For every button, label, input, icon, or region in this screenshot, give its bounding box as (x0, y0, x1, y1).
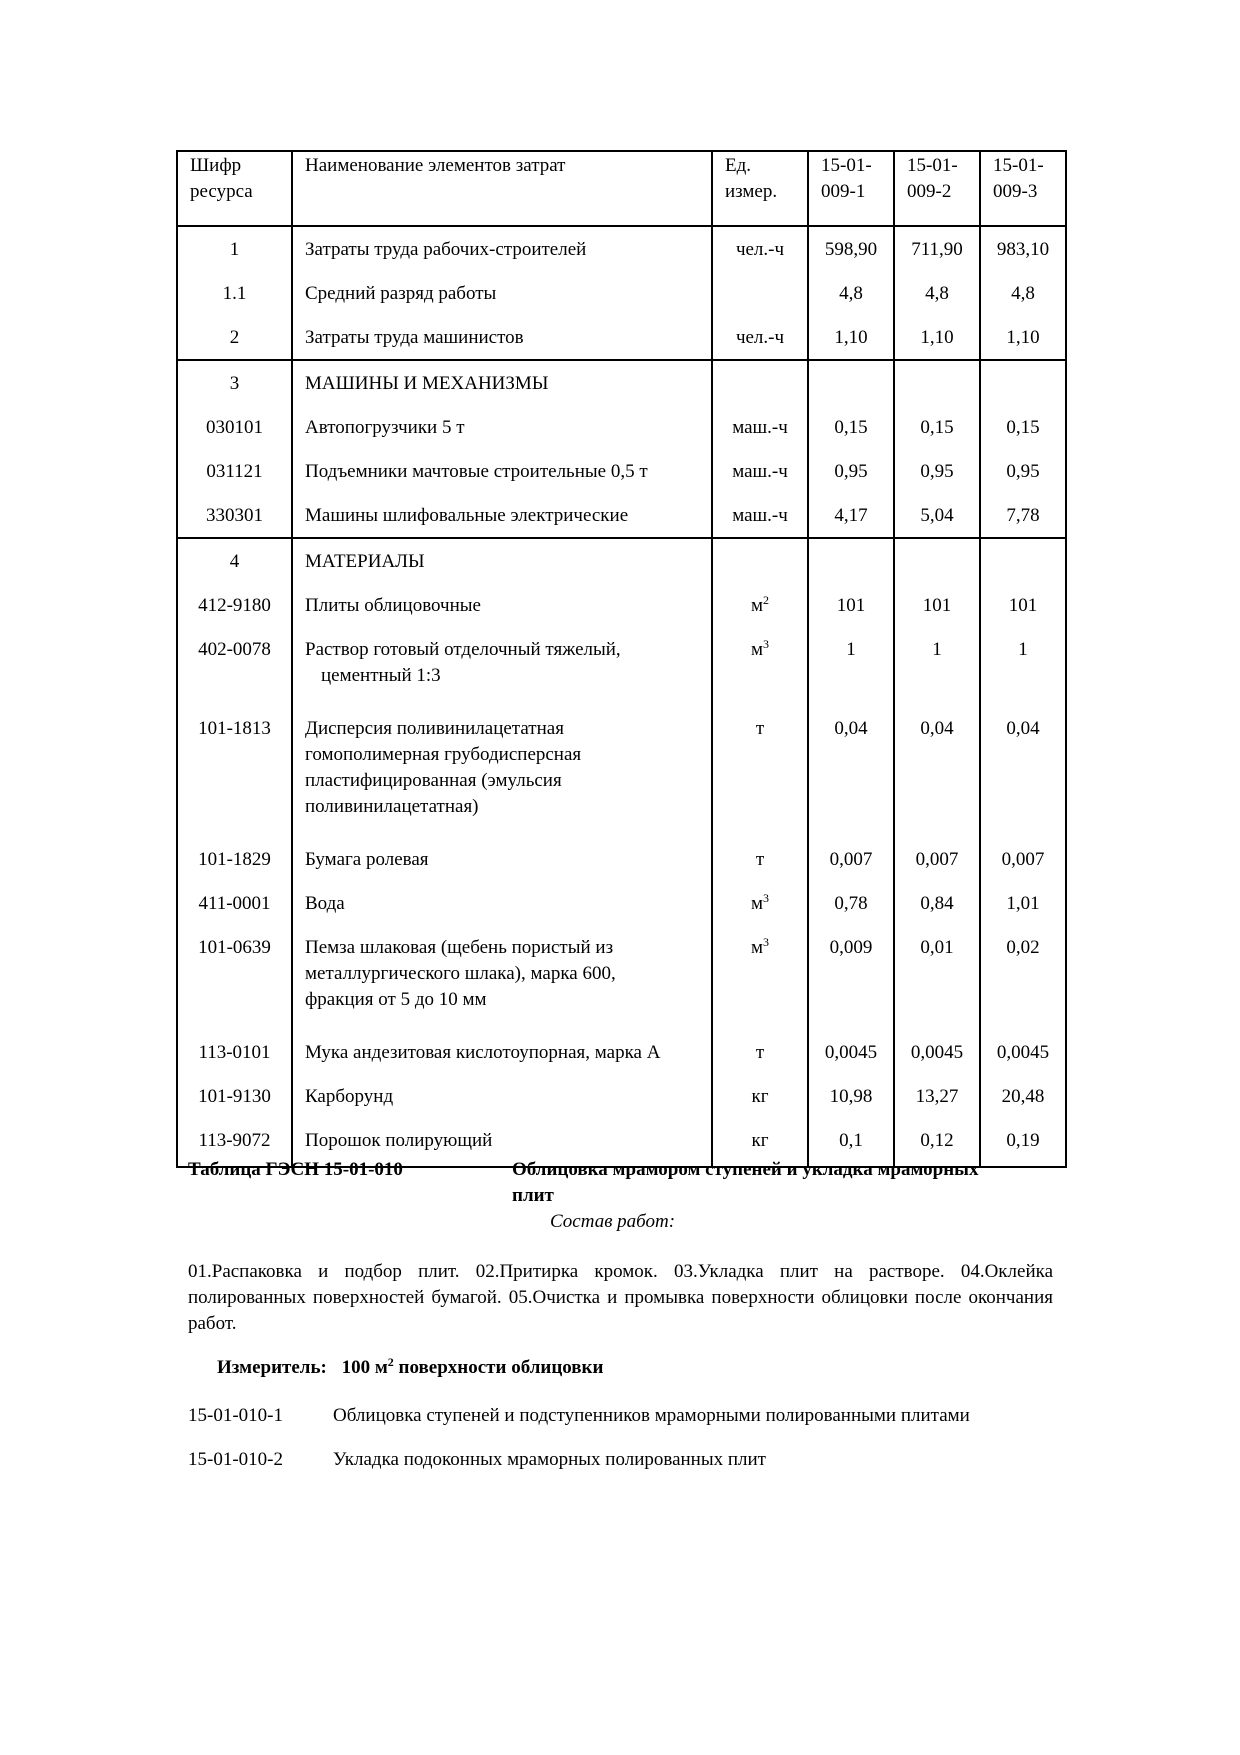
row-name: Автопогрузчики 5 т (292, 405, 712, 449)
row-value-1: 0,009 (808, 925, 894, 1030)
row-code: 101-1813 (177, 706, 292, 837)
row-name: МАШИНЫ И МЕХАНИЗМЫ (292, 360, 712, 405)
row-value-3: 0,15 (980, 405, 1066, 449)
row-value-1: 0,0045 (808, 1030, 894, 1074)
row-name: Плиты облицовочные (292, 583, 712, 627)
row-name: Порошок полирующий (292, 1118, 712, 1167)
row-code: 113-0101 (177, 1030, 292, 1074)
row-unit: маш.-ч (712, 405, 808, 449)
row-value-2: 0,15 (894, 405, 980, 449)
row-unit: т (712, 837, 808, 881)
row-code: 101-0639 (177, 925, 292, 1030)
norm-text: Укладка подоконных мраморных полированных плит (333, 1449, 766, 1470)
row-value-2: 5,04 (894, 493, 980, 538)
header-resource-code: Шифр ресурса (177, 151, 292, 226)
row-value-1: 0,007 (808, 837, 894, 881)
table-row (177, 315, 1066, 360)
row-value-2: 13,27 (894, 1074, 980, 1118)
row-unit: кг (712, 1074, 808, 1118)
header-cost-elements: Наименование элементов затрат (292, 151, 712, 226)
row-unit: маш.-ч (712, 493, 808, 538)
row-value-3: 0,02 (980, 925, 1066, 1030)
table-row (177, 405, 1066, 449)
row-value-1: 1 (808, 627, 894, 706)
row-name: Раствор готовый отделочный тяжелый, цементный 1:3 (292, 627, 712, 706)
row-name: Мука андезитовая кислотоупорная, марка А (292, 1030, 712, 1074)
row-value-1 (808, 538, 894, 583)
row-value-2: 0,95 (894, 449, 980, 493)
row-code: 4 (177, 538, 292, 583)
row-code: 402-0078 (177, 627, 292, 706)
row-value-3 (980, 360, 1066, 405)
row-value-1: 4,17 (808, 493, 894, 538)
row-code: 101-9130 (177, 1074, 292, 1118)
norm-code: 15-01-010-1 (188, 1405, 283, 1426)
row-name: Машины шлифовальные электрические (292, 493, 712, 538)
row-value-3 (980, 538, 1066, 583)
row-unit: $м^2$ (712, 583, 808, 627)
header-norm-2: 15-01- 009-2 (894, 151, 980, 226)
row-name: МАТЕРИАЛЫ (292, 538, 712, 583)
header-norm-3: 15-01- 009-3 (980, 151, 1066, 226)
composition-label: Состав работ: (550, 1211, 676, 1232)
row-value-3: 983,10 (980, 226, 1066, 271)
row-code: 1.1 (177, 271, 292, 315)
meter-label: Измеритель: (217, 1357, 327, 1378)
row-value-1: 0,78 (808, 881, 894, 925)
table-row (177, 449, 1066, 493)
row-value-1: 0,15 (808, 405, 894, 449)
row-value-3: 0,0045 (980, 1030, 1066, 1074)
resource-table (176, 150, 1067, 1168)
row-value-1: 10,98 (808, 1074, 894, 1118)
row-name: Бумага ролевая (292, 837, 712, 881)
row-value-3: 0,19 (980, 1118, 1066, 1167)
row-value-1: 598,90 (808, 226, 894, 271)
table-row (177, 1074, 1066, 1118)
row-unit: т (712, 1030, 808, 1074)
row-value-2: 4,8 (894, 271, 980, 315)
row-value-1: 4,8 (808, 271, 894, 315)
row-unit: $м^3$ (712, 925, 808, 1030)
row-code: 031121 (177, 449, 292, 493)
row-value-3: 1,01 (980, 881, 1066, 925)
row-value-3: 0,04 (980, 706, 1066, 837)
row-value-1: 0,95 (808, 449, 894, 493)
table-row (177, 881, 1066, 925)
row-unit (712, 538, 808, 583)
header-norm-1: 15-01- 009-1 (808, 151, 894, 226)
row-unit: $м^3$ (712, 627, 808, 706)
row-value-2: 1,10 (894, 315, 980, 360)
row-code: 412-9180 (177, 583, 292, 627)
header-unit: Ед. измер. (712, 151, 808, 226)
row-code: 1 (177, 226, 292, 271)
row-value-1 (808, 360, 894, 405)
row-unit (712, 360, 808, 405)
row-value-2: 0,01 (894, 925, 980, 1030)
row-name: Вода (292, 881, 712, 925)
row-name: Карборунд (292, 1074, 712, 1118)
row-value-3: 101 (980, 583, 1066, 627)
row-code: 330301 (177, 493, 292, 538)
row-value-1: 1,10 (808, 315, 894, 360)
table-row (177, 226, 1066, 271)
row-unit: кг (712, 1118, 808, 1167)
table-group-row-machines (177, 360, 1066, 405)
table-caption: Таблица ГЭСН 15-01-010 (188, 1159, 403, 1180)
row-name: Затраты труда машинистов (292, 315, 712, 360)
row-name: Затраты труда рабочих-строителей (292, 226, 712, 271)
table-group-row-materials (177, 538, 1066, 583)
row-value-2: 101 (894, 583, 980, 627)
row-value-3: 0,007 (980, 837, 1066, 881)
row-value-2: 0,0045 (894, 1030, 980, 1074)
row-value-2: 0,84 (894, 881, 980, 925)
row-name: Пемза шлаковая (щебень пористый из металлургического шлака), марка 600, фракция от 5 до 10 мм (292, 925, 712, 1030)
row-unit: $м^3$ (712, 881, 808, 925)
row-value-3: 0,95 (980, 449, 1066, 493)
table-row (177, 1030, 1066, 1074)
row-code: 113-9072 (177, 1118, 292, 1167)
row-code: 2 (177, 315, 292, 360)
row-name: Средний разряд работы (292, 271, 712, 315)
measurement-unit (217, 1355, 603, 1381)
meter-value: 100 $м^2$ поверхности облицовки (341, 1355, 604, 1378)
row-value-2: 0,04 (894, 706, 980, 837)
row-value-1: 0,1 (808, 1118, 894, 1167)
row-value-3: 20,48 (980, 1074, 1066, 1118)
row-value-3: 1,10 (980, 315, 1066, 360)
row-unit: чел.-ч (712, 315, 808, 360)
works-description: 01.Распаковка и подбор плит. 02.Притирка кромок. 03.Укладка плит на растворе. 04.Оклейка полированных поверхностей бумагой. 05.Очистка и промывка поверхности облицовки после окончания работ. (188, 1261, 1053, 1334)
row-value-2: 1 (894, 627, 980, 706)
row-value-3: 4,8 (980, 271, 1066, 315)
norm-item (188, 1447, 1068, 1473)
table-row (177, 583, 1066, 627)
table-row (177, 493, 1066, 538)
row-unit (712, 271, 808, 315)
row-value-2: 0,007 (894, 837, 980, 881)
table-row (177, 837, 1066, 881)
table-row (177, 271, 1066, 315)
row-name: Дисперсия поливинилацетатная гомополимерная грубодисперсная пластифицированная (эмульсия поливинилацетатная) (292, 706, 712, 837)
row-unit: маш.-ч (712, 449, 808, 493)
row-value-2 (894, 538, 980, 583)
row-value-3: 1 (980, 627, 1066, 706)
table-row (177, 706, 1066, 837)
row-code: 030101 (177, 405, 292, 449)
row-unit: т (712, 706, 808, 837)
row-value-1: 101 (808, 583, 894, 627)
row-value-2 (894, 360, 980, 405)
row-value-2: 0,12 (894, 1118, 980, 1167)
row-value-2: 711,90 (894, 226, 980, 271)
norm-code: 15-01-010-2 (188, 1449, 283, 1470)
row-value-1: 0,04 (808, 706, 894, 837)
table-row (177, 627, 1066, 706)
row-code: 411-0001 (177, 881, 292, 925)
section-heading: Облицовка мрамором ступеней и укладка мраморных плит (512, 1159, 979, 1206)
row-unit: чел.-ч (712, 226, 808, 271)
row-name: Подъемники мачтовые строительные 0,5 т (292, 449, 712, 493)
norm-item (188, 1403, 1068, 1429)
row-code: 3 (177, 360, 292, 405)
row-value-3: 7,78 (980, 493, 1066, 538)
table-header-row (177, 151, 1066, 226)
norm-text: Облицовка ступеней и подступенников мраморными полированными плитами (333, 1405, 970, 1426)
table-row (177, 925, 1066, 1030)
row-code: 101-1829 (177, 837, 292, 881)
